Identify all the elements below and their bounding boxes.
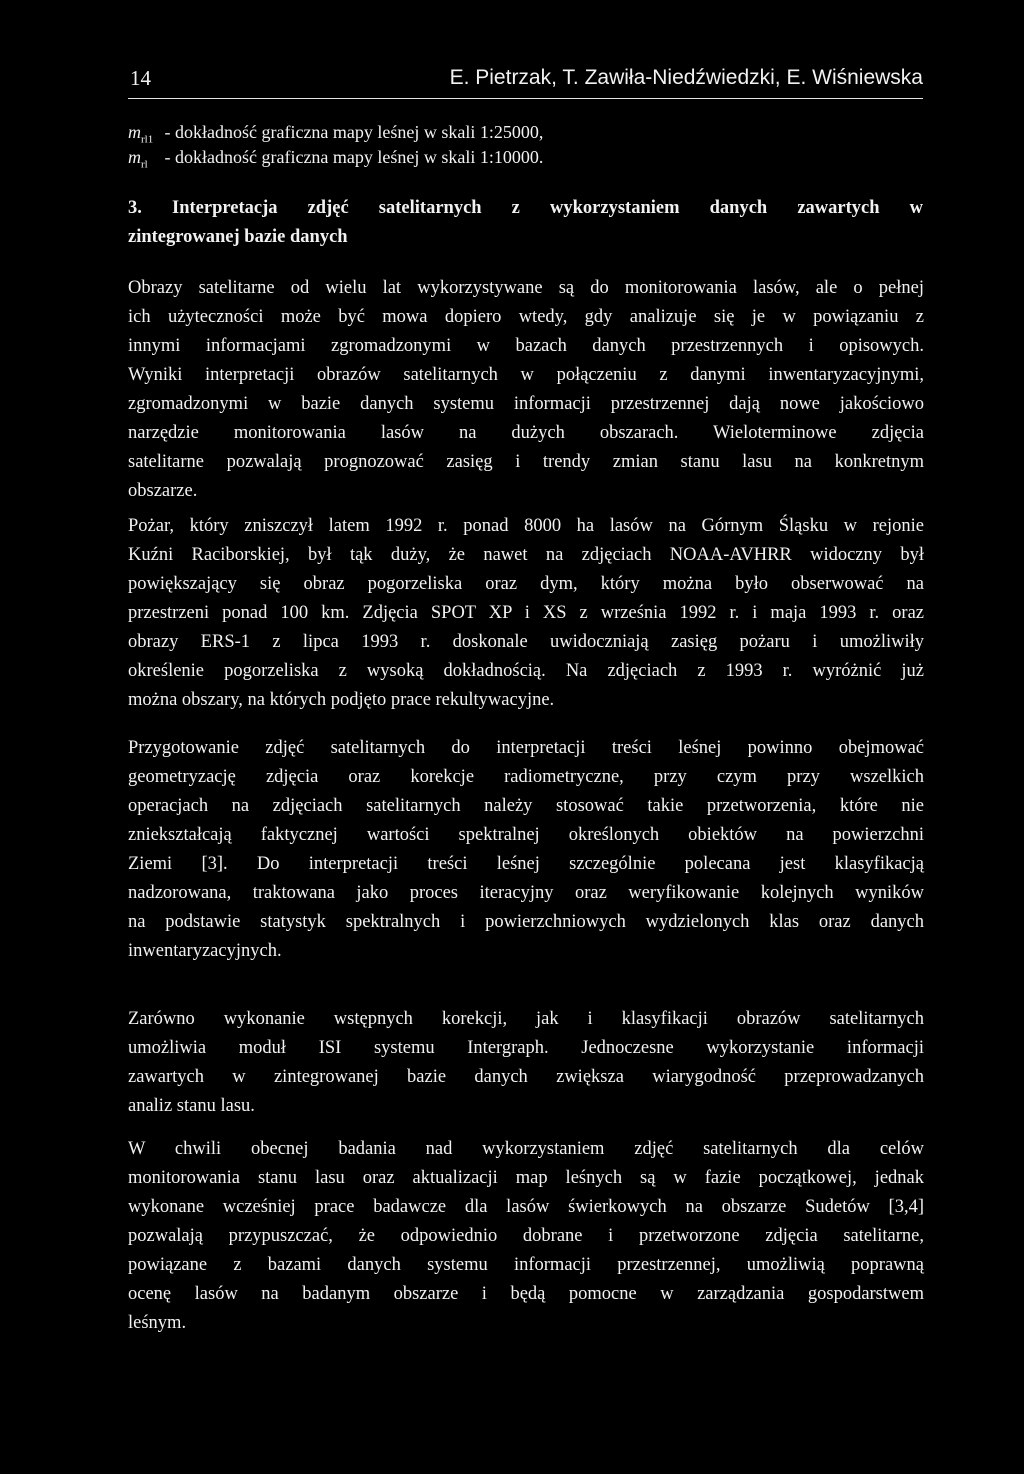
text-line: powiększający się obraz pogorzeliska oraz dym, który można było obserwować na [128,574,924,594]
text-line: W chwili obecnej badania nad wykorzystaniem zdjęć satelitarnych dla celów [128,1139,924,1159]
text-line: Zarówno wykonanie wstępnych korekcji, jak i klasyfikacji obrazów satelitarnych [128,1009,924,1029]
paragraph-3 [128,734,924,966]
text-line: określenie pogorzeliska z wysoką dokładnością. Na zdjęciach z 1993 r. wyróżnić już [128,661,924,681]
text-line: przestrzeni ponad 100 km. Zdjęcia SPOT XP i XS z września 1992 r. i maja 1993 r. oraz [128,603,924,623]
symbol-subscript: rl [141,158,148,171]
paragraph-5 [128,1135,924,1338]
text-line: powiązane z bazami danych systemu informacji przestrzennej, umożliwią poprawną [128,1255,924,1275]
text-line: zawartych w zintegrowanej bazie danych zwiększa wiarygodność przeprowadzanych [128,1067,924,1087]
text-line: Kuźni Raciborskiej, był tąk duży, że nawet na zdjęciach NOAA-AVHRR widoczny był [128,545,924,565]
symbol-subscript: rl1 [141,133,154,146]
paragraph-4 [128,1005,924,1121]
text-line: zniekształcają faktycznej wartości spektralnej określonych obiektów na powierzchni [128,825,924,845]
section-heading-line: zintegrowanej bazie danych [128,227,348,247]
text-line: operacjach na zdjęciach satelitarnych należy stosować takie przetworzenia, które nie [128,796,924,816]
text-line: wykonane wcześniej prace badawcze dla lasów świerkowych na obszarze Sudetów [3,4] [128,1197,924,1217]
definition-text: - dokładność graficzna mapy leśnej w skali 1:25000, [164,122,544,142]
section-heading [128,194,923,252]
text-line: Ziemi [3]. Do interpretacji treści leśnej szczególnie polecana jest klasyfikacją [128,854,924,874]
definition-line [128,120,923,145]
text-line: ich użyteczności może być mowa dopiero wtedy, gdy analizuje się je w powiązaniu z [128,307,924,327]
text-line: narzędzie monitorowania lasów na dużych obszarach. Wieloterminowe zdjęcia [128,423,924,443]
text-line: zgromadzonymi w bazie danych systemu informacji przestrzennej dają nowe jakościowo [128,394,924,414]
definition-line [128,145,923,170]
text-line: można obszary, na których podjęto prace rekultywacyjne. [128,690,555,710]
text-line: innymi informacjami zgromadzonymi w bazach danych przestrzennych i opisowych. [128,336,924,356]
text-line: analiz stanu lasu. [128,1096,255,1116]
page-number: 14 [130,66,151,90]
symbol-base: m [128,147,141,167]
text-line: obrazy ERS-1 z lipca 1993 r. doskonale uwidoczniają zasięg pożaru i umożliwiły [128,632,924,652]
symbol-base: m [128,122,141,142]
text-line: nadzorowana, traktowana jako proces iteracyjny oraz weryfikowanie kolejnych wyników [128,883,924,903]
symbol-definitions [128,120,923,170]
paragraph-2 [128,512,924,715]
text-line: geometryzację zdjęcia oraz korekcje radiometryczne, przy czym przy wszelkich [128,767,924,787]
text-line: pozwalają przypuszczać, że odpowiednio dobrane i przetworzone zdjęcia satelitarne, [128,1226,924,1246]
text-line: satelitarne pozwalają prognozować zasięg i trendy zmian stanu lasu na konkretnym [128,452,924,472]
text-line: Przygotowanie zdjęć satelitarnych do interpretacji treści leśnej powinno obejmować [128,738,924,758]
definition-symbol [128,145,160,178]
text-line: Wyniki interpretacji obrazów satelitarnych w połączeniu z danymi inwentaryzacyjnymi, [128,365,924,385]
running-header [128,62,923,99]
paragraph-1 [128,274,924,506]
text-line: inwentaryzacyjnych. [128,941,282,961]
text-line: umożliwia moduł ISI systemu Intergraph. Jednoczesne wykorzystanie informacji [128,1038,924,1058]
header-authors: E. Pietrzak, T. Zawiła-Niedźwiedzki, E. Wiśniewska [449,66,923,89]
text-line: Pożar, który zniszczył latem 1992 r. ponad 8000 ha lasów na Górnym Śląsku w rejonie [128,516,924,536]
text-line: leśnym. [128,1313,187,1333]
definition-text: - dokładność graficzna mapy leśnej w skali 1:10000. [164,147,544,167]
text-line: monitorowania stanu lasu oraz aktualizacji map leśnych są w fazie początkowej, jednak [128,1168,924,1188]
text-line: na podstawie statystyk spektralnych i powierzchniowych wydzielonych klas oraz danych [128,912,924,932]
text-line: obszarze. [128,481,198,501]
text-line: Obrazy satelitarne od wielu lat wykorzystywane są do monitorowania lasów, ale o pełnej [128,278,924,298]
section-heading-line: 3. Interpretacja zdjęć satelitarnych z wykorzystaniem danych zawartych w [128,198,923,218]
text-line: ocenę lasów na badanym obszarze i będą pomocne w zarządzania gospodarstwem [128,1284,924,1304]
